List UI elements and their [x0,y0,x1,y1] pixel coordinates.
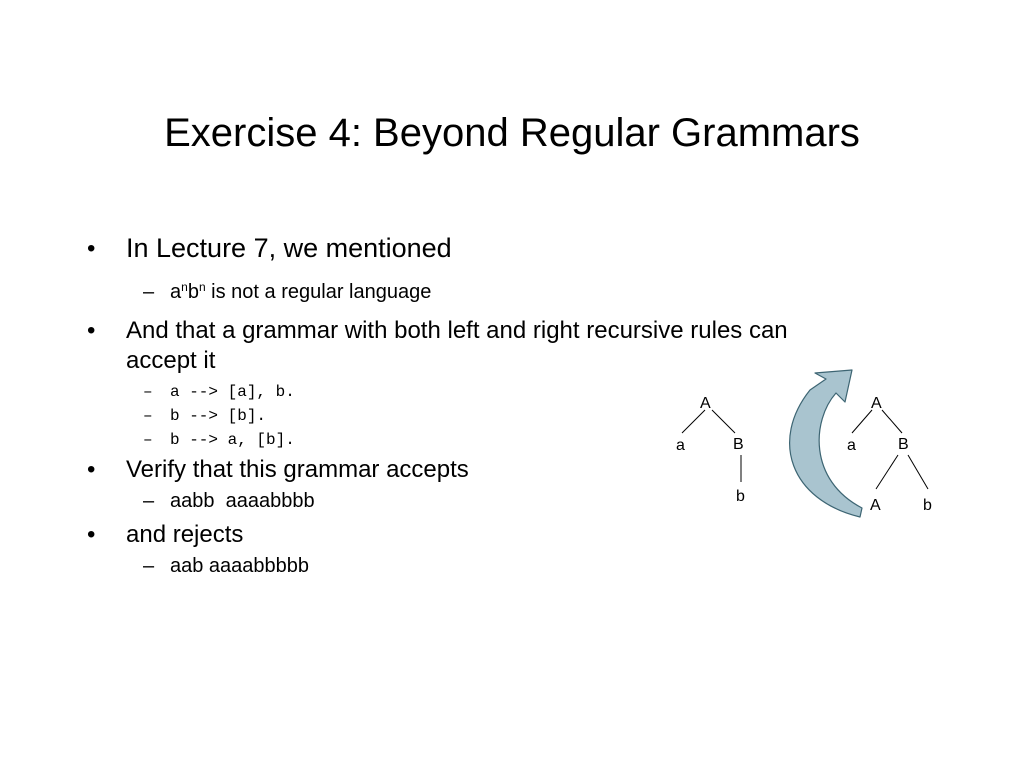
bullet-marker: • [87,521,96,548]
tree1-edge-root-right [712,410,735,433]
slide-title: Exercise 4: Beyond Regular Grammars [164,111,860,155]
dash-marker: – [143,383,153,401]
anbn-a: a [170,281,182,303]
dash-marker: – [143,490,155,512]
bullet-marker: • [87,235,96,262]
tree1-node-root: A [700,395,711,412]
dash-marker: – [143,281,155,303]
parse-tree-1 [676,395,745,505]
bullet-grammar-line-1: And that a grammar with both left and right recursive rules can [126,317,788,344]
anbn-b: b [187,281,199,303]
tree2-edge-b-right [908,455,928,489]
grammar-rule-1: a --> [a], b. [170,383,295,401]
tree2-node-child-left: A [870,497,881,514]
grammar-rule-2: b --> [b]. [170,407,267,425]
bullet-rejects: and rejects [126,521,244,548]
grammar-rule-3: b --> a, [b]. [170,431,295,449]
bullet-marker: • [87,317,96,344]
dash-marker: – [143,407,153,425]
dash-marker: – [143,431,153,449]
bullet-lecture-7: In Lecture 7, we mentioned [126,233,452,263]
tree2-node-left: a [847,437,856,454]
anbn-rest: is not a regular language [205,281,432,303]
tree1-edge-root-left [682,410,705,433]
tree2-edge-root-right [882,410,902,433]
sub-bullet-rejects: aab aaaabbbbb [170,555,310,577]
bullet-grammar-line-2: accept it [126,347,216,374]
tree2-node-root: A [871,395,882,412]
dash-marker: – [143,555,155,577]
tree2-edge-b-left [876,455,898,489]
tree1-node-child: b [736,488,745,505]
tree2-node-child-right: b [923,497,932,514]
anbn-exp-1: n [181,280,188,294]
sub-bullet-accepts: aabb aaaabbbb [170,490,315,512]
bullet-marker: • [87,456,96,483]
tree1-node-left: a [676,437,685,454]
parse-tree-2 [847,395,932,514]
bullet-verify: Verify that this grammar accepts [126,456,469,483]
tree2-edge-root-left [852,410,872,433]
anbn-exp-2: n [198,280,206,294]
tree2-node-right: B [898,436,909,453]
tree1-node-right: B [733,436,744,453]
